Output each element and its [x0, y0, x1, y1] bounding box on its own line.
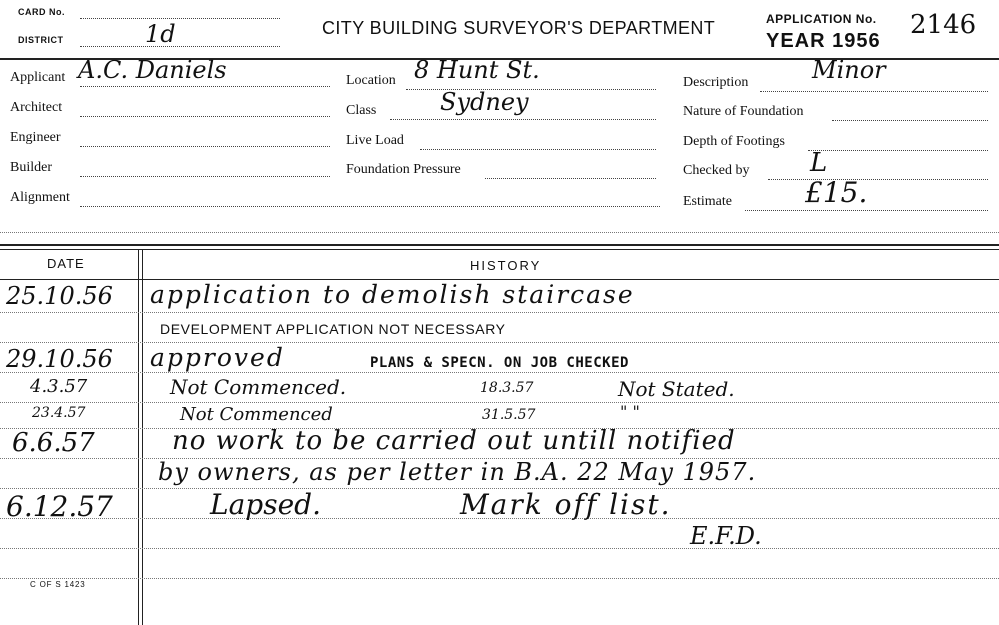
history-rule-1 — [0, 312, 999, 313]
department-title: CITY BUILDING SURVEYOR'S DEPARTMENT — [322, 18, 716, 38]
history-extra: " " — [620, 402, 640, 421]
history-top-rule-2 — [0, 249, 999, 250]
date-header: DATE — [47, 256, 85, 271]
card-no-line — [80, 18, 280, 19]
checked-by-line — [768, 179, 988, 180]
architect-line — [80, 116, 330, 117]
class-label: Class — [346, 103, 377, 118]
date-column-divider — [138, 249, 139, 625]
year-label: YEAR 1956 — [766, 30, 881, 52]
description-label: Description — [683, 75, 749, 90]
depth-of-footings-line — [808, 150, 988, 151]
estimate-label: Estimate — [683, 194, 732, 209]
foundation-pressure-label: Foundation Pressure — [346, 162, 461, 177]
history-rule-10 — [0, 578, 999, 579]
district-line — [80, 46, 280, 47]
history-text: no work to be carried out untill notified — [172, 426, 736, 456]
engineer-label: Engineer — [10, 130, 61, 145]
history-rule-3 — [0, 372, 999, 373]
builder-label: Builder — [10, 160, 52, 175]
history-date: 25.10.56 — [6, 282, 113, 310]
location-label: Location — [346, 73, 396, 88]
history-text: Not Commenced — [180, 404, 333, 425]
history-extra: Not Stated. — [618, 377, 735, 401]
estimate-line — [745, 210, 988, 211]
history-date: 23.4.57 — [32, 405, 86, 421]
applicant-line — [80, 86, 330, 87]
history-text: Lapsed. — [210, 488, 321, 521]
application-no-label: APPLICATION No. — [766, 12, 877, 26]
history-header: HISTORY — [470, 258, 542, 273]
history-date: 6.6.57 — [12, 428, 95, 458]
history-top-rule — [0, 244, 999, 246]
history-signature: E.F.D. — [690, 522, 762, 550]
history-extra: 31.5.57 — [482, 407, 536, 423]
application-no-value: 2146 — [910, 10, 977, 40]
history-date: 4.3.57 — [30, 376, 88, 397]
history-text: Not Commenced. — [170, 375, 347, 399]
district-label: DISTRICT — [18, 35, 64, 45]
estimate-value: £15. — [805, 176, 868, 209]
history-text: by owners, as per letter in B.A. 22 May 1957. — [158, 458, 757, 486]
architect-label: Architect — [10, 100, 63, 115]
blank-rule — [0, 232, 999, 233]
description-line — [760, 91, 988, 92]
nature-of-foundation-label: Nature of Foundation — [683, 104, 804, 119]
location-value: 8 Hunt St. — [414, 56, 540, 84]
alignment-label: Alignment — [10, 190, 70, 205]
card-no-label: CARD No. — [18, 7, 65, 17]
checked-by-label: Checked by — [683, 163, 750, 178]
history-text: application to demolish staircase — [150, 280, 635, 309]
alignment-line — [80, 206, 660, 207]
history-date: 29.10.56 — [6, 345, 113, 373]
live-load-line — [420, 149, 656, 150]
class-line — [390, 119, 656, 120]
date-column-divider-2 — [142, 249, 143, 625]
nature-of-foundation-line — [832, 120, 988, 121]
applicant-value: A.C. Daniels — [78, 56, 227, 84]
history-text: approved — [150, 343, 285, 372]
engineer-line — [80, 146, 330, 147]
depth-of-footings-label: Depth of Footings — [683, 134, 785, 149]
history-rule-4 — [0, 402, 999, 403]
history-date: 6.12.57 — [6, 490, 113, 523]
foundation-pressure-line — [485, 178, 656, 179]
builder-line — [80, 176, 330, 177]
applicant-label: Applicant — [10, 70, 66, 85]
form-number: C OF S 1423 — [30, 580, 86, 589]
history-extra: Mark off list. — [460, 488, 672, 521]
history-rule-9 — [0, 548, 999, 549]
history-stamp: PLANS & SPECN. ON JOB CHECKED — [370, 355, 629, 371]
district-value: 1d — [145, 20, 176, 48]
class-value: Sydney — [440, 88, 529, 116]
description-value: Minor — [812, 56, 886, 84]
history-stamp: DEVELOPMENT APPLICATION NOT NECESSARY — [160, 321, 506, 337]
checked-by-value: L — [810, 148, 828, 178]
history-extra: 18.3.57 — [480, 380, 534, 396]
live-load-label: Live Load — [346, 133, 404, 148]
